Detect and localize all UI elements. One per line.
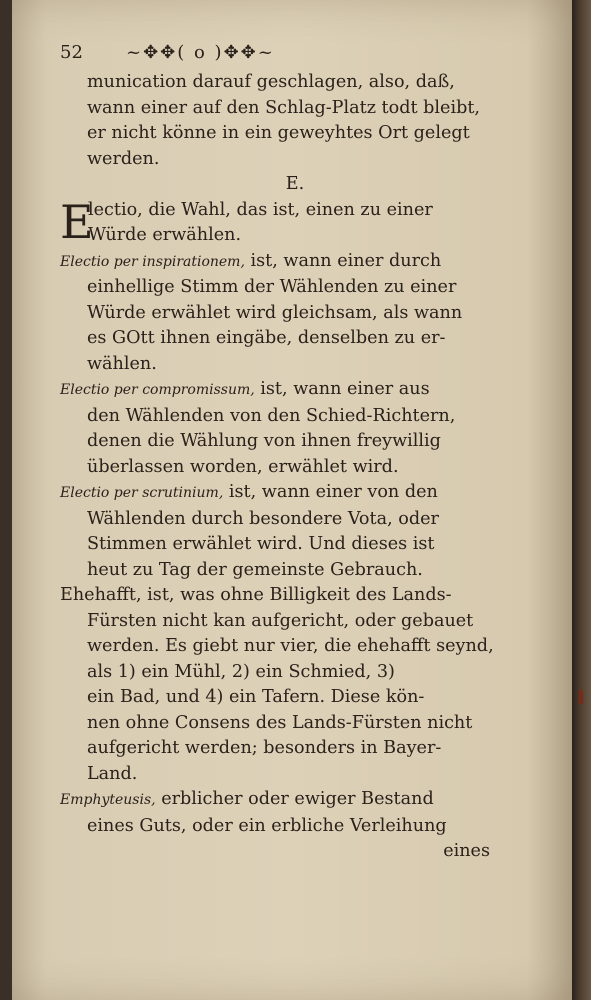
- text-line: werden. Es giebt nur vier, die ehehafft seynd,: [87, 636, 494, 656]
- entry-term: Emphyteusis,: [60, 792, 156, 808]
- page-header: [60, 40, 530, 70]
- text-line: eines Guts, oder ein erbliche Verleihung: [87, 815, 447, 836]
- text-line: wann einer auf den Schlag-Platz todt bleibt,: [87, 97, 480, 118]
- text-line: als 1) ein Mühl, 2) ein Schmied, 3): [87, 661, 395, 682]
- page-number: 52: [60, 42, 83, 63]
- text-line: einhellige Stimm der Wählenden zu einer: [87, 277, 457, 297]
- text-line: heut zu Tag der gemeinste Gebrauch.: [87, 559, 423, 580]
- text-line: ist, wann einer von den: [228, 482, 438, 502]
- text-line: erblicher oder ewiger Bestand: [161, 789, 434, 809]
- text-line: ein Bad, und 4) ein Tafern. Diese kön-: [87, 687, 425, 707]
- text-line: Würde erwählen.: [88, 225, 242, 245]
- text-line: munication darauf geschlagen, also, daß,: [87, 72, 455, 92]
- text-line: denen die Wählung von ihnen freywillig: [87, 431, 441, 451]
- text-line: den Wählenden von den Schied-Richtern,: [87, 405, 456, 426]
- entry-electio-inspiratio: [60, 249, 530, 378]
- text-line: es GOtt ihnen eingäbe, denselben zu er-: [87, 328, 446, 348]
- text-line: überlassen worden, erwählet wird.: [87, 456, 399, 477]
- catchword: eines: [443, 841, 490, 861]
- text-line: Würde erwählet wird gleichsam, als wann: [87, 302, 463, 323]
- entry-emphyteusis: [60, 787, 530, 839]
- entry-electio-scrutinium: [60, 480, 530, 583]
- page-text: [60, 40, 530, 865]
- entry-electio: [60, 194, 530, 249]
- drop-cap: E: [60, 194, 94, 249]
- entry-electio-compromissum: [60, 377, 530, 480]
- text-line: nen ohne Consens des Lands-Fürsten nicht: [87, 712, 473, 733]
- entry-ehehafft: [60, 583, 530, 787]
- entry-term: Electio per scrutinium,: [60, 485, 224, 501]
- text-line: lectio, die Wahl, das ist, einen zu einer: [88, 199, 433, 220]
- text-line: Fürsten nicht kan aufgericht, oder gebauet: [87, 610, 474, 631]
- text-line: Land.: [87, 763, 138, 784]
- text-line: ist, wann einer aus: [260, 379, 430, 399]
- text-line: aufgericht werden; besonders in Bayer-: [87, 738, 442, 758]
- entry-term: Electio per compromissum,: [60, 382, 255, 398]
- book-spine-edge: [572, 0, 591, 1000]
- text-line: ist, wann einer durch: [250, 250, 442, 271]
- text-line: Wählenden durch besondere Vota, oder: [87, 508, 439, 529]
- text-line: ist, was ohne Billigkeit des Lands-: [147, 585, 452, 605]
- text-line: er nicht könne in ein geweyhtes Ort gelegt: [87, 123, 470, 143]
- entry-term: Electio per inspirationem,: [60, 253, 245, 270]
- section-letter: E.: [285, 174, 305, 194]
- text-line: wählen.: [87, 353, 157, 374]
- text-line: werden.: [87, 148, 160, 169]
- header-ornament: ~✥✥( o )✥✥~: [126, 42, 275, 63]
- text-line: Stimmen erwählet wird. Und dieses ist: [87, 534, 435, 554]
- entry-term: Ehehafft,: [60, 585, 142, 605]
- bookmark-ribbon: [579, 690, 583, 704]
